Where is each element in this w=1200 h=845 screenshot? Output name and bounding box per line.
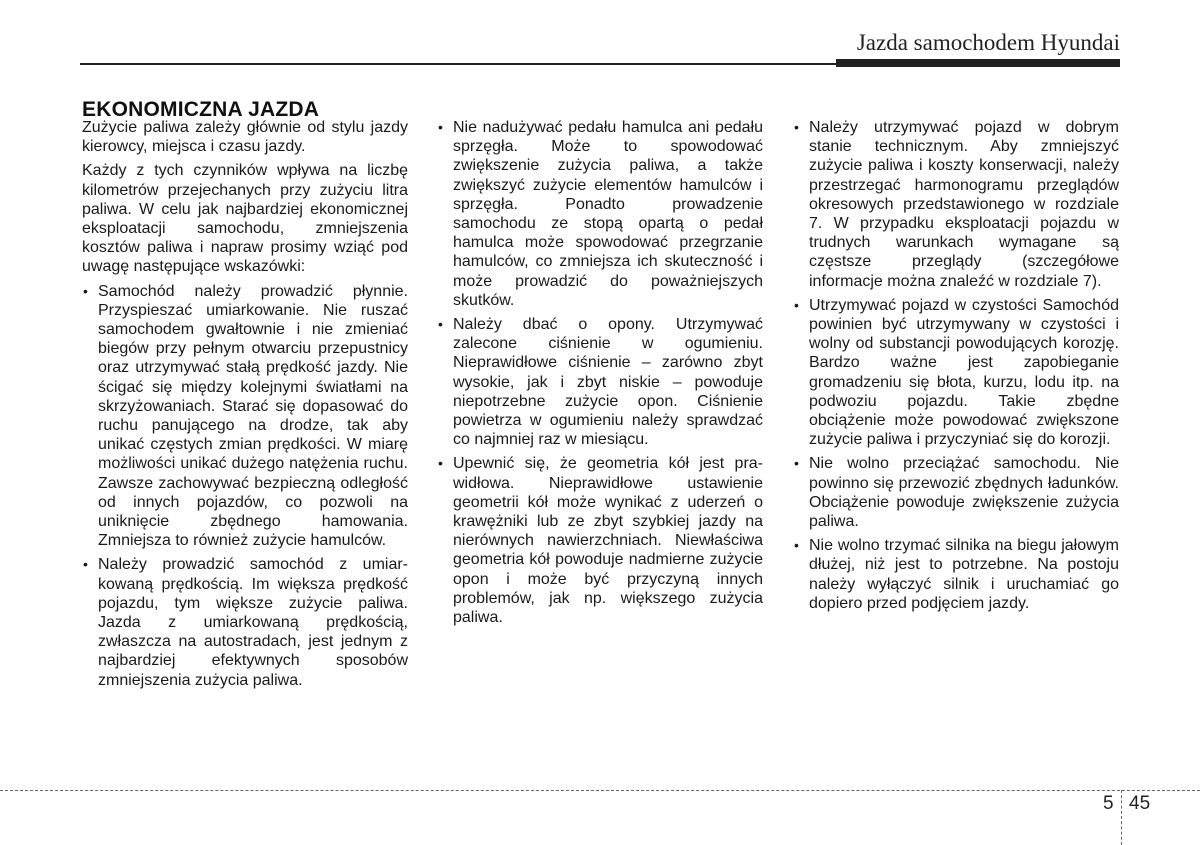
bullet-icon: • [794, 296, 799, 313]
list-item [793, 454, 1119, 531]
list-item-text: Należy prowadzić samochód z umiarkowaną prędkością. Im większa prędkość pojazdu, tym większe zużycie paliwa. Jazda z umiarkowaną prędkością, zwłaszcza na autostradach, jest jednym z najbardziej efektywnych sposobów zmniejszenia zużycia paliwa. [98, 556, 408, 689]
text-column-2 [437, 118, 763, 632]
bullet-icon: • [438, 119, 443, 135]
text-column-3 [793, 118, 1119, 618]
list-item [793, 118, 1119, 291]
header-rule-thin [80, 63, 840, 65]
list-item-text: Nie wolno przeciążać samochodu. Nie powinno się przewozić zbędnych ładunków. Obciążenie powoduje zwiększenie zużycia paliwa. [809, 455, 1119, 531]
list-item-text: Samochód należy prowadzić płynnie. Przyspieszać umiarkowanie. Nie ruszać samochodem gwałtownie i nie zmieniać biegów przy pełnym otwarciu przepustnicy oraz utrzymywać stałą prędkość jazdy. Nie ścigać się między kolejnymi światłami na skrzyżowaniach. Starać się dopasować do ruchu panującego na drodze, tak aby unikać częstych zmian prędkości. W miarę możliwości unikać dużego natężenia ruchu. Zawsze zachowywać bezpieczną odległość od innych pojazdów, co pozwoli na uniknięcie zbędnego hamowania. Zmniejsza to również zużycie hamulców. [98, 282, 408, 550]
list-item-text: Utrzymywać pojazd w czystości Samochód powinien być utrzymywany w czystości i wolny od substancji powodujących korozję. Bardzo ważne jest zapobieganie gromadzeniu się błota, kurzu, lodu itp. na podwoziu pojazdu. Takie zbędne obciążenie może powodować zwiększone zużycie paliwa i przyczyniać się do korozji. [809, 296, 1119, 449]
text-column-1 [82, 118, 408, 695]
list-item [793, 296, 1119, 450]
tips-list [793, 118, 1119, 613]
list-item-text: Należy utrzymywać pojazd w dobrym stanie technicznym. Aby zmniejszyć zużycie paliwa i koszty konserwacji, należy przestrzegać harmonogramu przeglądów okresowych przedstawionego w rozdziale 7. W przypadku eksploatacji pojazdu w trudnych warunkach wymagane są częstsze przeglądy (szczegółowe informacje można znaleźć w rozdziale 7). [809, 119, 1119, 290]
intro-paragraph: Zużycie paliwa zależy głównie od stylu jazdy kierowcy, miejsca i czasu jazdy. [82, 119, 408, 156]
list-item [82, 555, 408, 689]
page-number-divider [1121, 790, 1122, 845]
bullet-icon: • [438, 455, 443, 472]
bullet-icon: • [794, 537, 799, 554]
bullet-icon: • [794, 455, 799, 472]
tips-list [82, 282, 408, 690]
chapter-number: 5 [1103, 793, 1114, 814]
header-rule-thick [836, 59, 1120, 67]
list-item [437, 454, 763, 627]
list-item-text: Upewnić się, że geometria kół jest prawidłowa. Nieprawidłowe ustawienie geometrii kół może wynikać z uderzeń o krawężniki lub ze zbyt szybkiej jazdy na nierównych nawierzchniach. Niewłaściwa geometria kół powoduje nadmierne zużycie opon i może być przyczyną innych problemów, jak np. większego zużycia paliwa. [453, 455, 763, 627]
page-number: 45 [1129, 793, 1151, 814]
bullet-icon: • [438, 316, 443, 333]
intro-paragraph: Każdy z tych czynników wpływa na liczbę kilometrów przejechanych przy zużyciu litra paliwa. W celu jak najbardziej ekonomicznej eksploatacji samochodu, zmniejszenia kosztów paliwa i napraw prosimy wziąć pod uwagę następujące wskazówki: [82, 162, 408, 276]
list-item [437, 315, 763, 449]
bullet-icon: • [83, 282, 88, 299]
list-item [793, 536, 1119, 613]
running-header: Jazda samochodem Hyundai [856, 30, 1120, 55]
section-heading: EKONOMICZNA JAZDA [82, 98, 320, 122]
list-item [82, 282, 408, 551]
tips-list [437, 118, 763, 627]
bullet-icon: • [794, 119, 799, 135]
bullet-icon: • [83, 556, 88, 573]
list-item-text: Nie wolno trzymać silnika na biegu jałowym dłużej, niż jest to potrzebne. Na postoju należy wyłączyć silnik i uruchamiać go dopiero przed podjęciem jazdy. [809, 537, 1119, 612]
footer-dashed-rule [0, 790, 1200, 791]
list-item-text: Nie nadużywać pedału hamulca ani pedału sprzęgła. Może to spowodować zwiększenie zużycia paliwa, a także zwiększyć zużycie elementów hamulców i sprzęgła. Ponadto prowadzenie samochodu ze stopą opartą o pedał hamulca może spowodować przegrzanie hamulców, co zmniejsza ich skuteczność i może prowadzić do poważniejszych skutków. [453, 119, 763, 309]
list-item-text: Należy dbać o opony. Utrzymywać zalecone ciśnienie w ogumieniu. Nieprawidłowe ciśnienie – zarówno zbyt wysokie, jak i zbyt niskie – powoduje niepotrzebne zużycie opon. Ciśnienie powietrza w ogumieniu należy sprawdzać co najmniej raz w miesiącu. [453, 316, 763, 449]
list-item [437, 118, 763, 310]
